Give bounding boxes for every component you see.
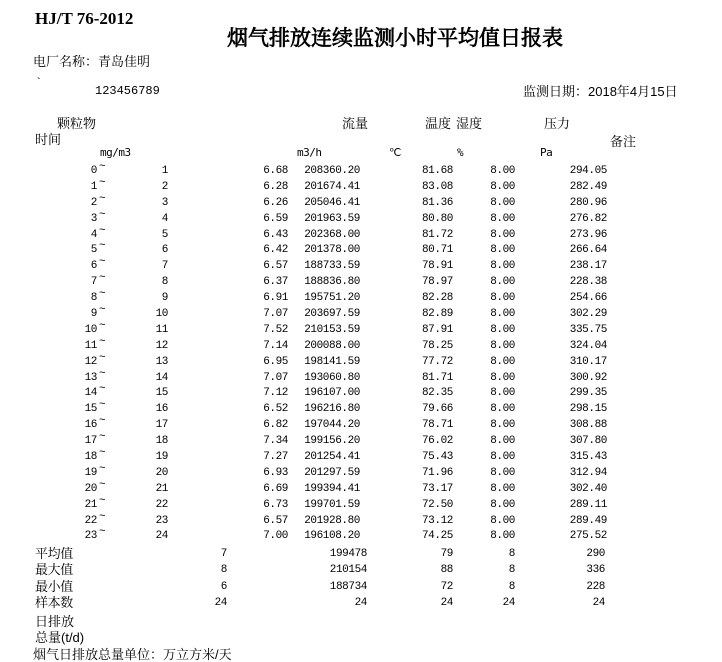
hour-end: 18 [155, 435, 168, 448]
flow-value: 208360.20 [304, 165, 360, 177]
flow-value: 195751.20 [304, 292, 360, 305]
dust-value: 6.82 [263, 419, 288, 432]
summary-dust-value: 24 [214, 597, 227, 610]
pressure-value: 289.11 [569, 498, 607, 511]
humidity-value: 8.00 [490, 339, 515, 352]
summary-pressure-value: 290 [586, 548, 605, 560]
hour-start: 9 [90, 308, 97, 321]
hour-start: 2 [90, 196, 97, 209]
tilde-separator: ~ [99, 304, 106, 317]
column-header-time: 时间 [35, 132, 62, 147]
humidity-value: 8.00 [490, 514, 515, 527]
hour-start: 13 [84, 371, 97, 384]
humidity-value: 8.00 [490, 435, 515, 448]
tick-mark: ` [35, 76, 42, 90]
plant-code: 123456789 [95, 84, 160, 98]
pressure-value: 335.75 [569, 323, 607, 336]
summary-dust-value: 7 [220, 548, 227, 560]
column-header-temperature: 温度 [425, 116, 452, 131]
dust-value: 6.57 [263, 514, 288, 527]
summary-dust-value: 8 [220, 564, 227, 577]
tilde-separator: ~ [99, 383, 106, 396]
temperature-value: 82.89 [421, 308, 453, 321]
temperature-value: 78.25 [421, 339, 453, 352]
flow-value: 201297.59 [304, 466, 360, 479]
humidity-value: 8.00 [490, 323, 515, 336]
summary-row [0, 562, 722, 578]
hour-end: 10 [155, 308, 168, 321]
tilde-separator: ~ [99, 224, 106, 237]
humidity-value: 8.00 [490, 212, 515, 225]
temperature-value: 73.17 [421, 482, 453, 495]
humidity-value: 8.00 [490, 482, 515, 495]
temperature-value: 80.80 [421, 212, 453, 225]
pressure-value: 276.82 [569, 212, 607, 225]
summary-rows [0, 546, 722, 612]
hour-end: 19 [155, 451, 168, 464]
humidity-value: 8.00 [490, 498, 515, 511]
dust-value: 7.12 [263, 387, 288, 400]
temperature-value: 76.02 [421, 435, 453, 448]
dust-value: 7.07 [263, 371, 288, 384]
dust-value: 6.57 [263, 260, 288, 273]
hour-start: 18 [84, 451, 97, 464]
pressure-value: 324.04 [569, 339, 607, 352]
summary-dust-value: 6 [220, 580, 227, 593]
tilde-separator: ~ [99, 335, 106, 348]
temperature-value: 71.96 [421, 466, 453, 479]
pressure-value: 228.38 [569, 276, 607, 289]
pressure-value: 302.29 [569, 308, 607, 321]
tilde-separator: ~ [99, 478, 106, 491]
column-header-humidity: 湿度 [456, 116, 483, 131]
tilde-separator: ~ [99, 288, 106, 301]
summary-humidity-value: 8 [508, 548, 515, 560]
hour-end: 7 [161, 260, 168, 273]
hour-end: 23 [155, 514, 168, 527]
temperature-value: 87.91 [421, 323, 453, 336]
unit-flow: m3/h [297, 146, 322, 159]
hour-start: 22 [84, 514, 97, 527]
humidity-value: 8.00 [490, 308, 515, 321]
hour-start: 6 [90, 260, 97, 273]
humidity-value: 8.00 [490, 451, 515, 464]
summary-label: 平均值 [35, 546, 73, 561]
flow-value: 201674.41 [304, 180, 360, 193]
hour-end: 20 [155, 466, 168, 479]
temperature-value: 82.35 [421, 387, 453, 400]
flow-value: 210153.59 [304, 323, 360, 336]
hour-start: 11 [84, 339, 97, 352]
humidity-value: 8.00 [490, 276, 515, 289]
unit-dust: mg/m3 [100, 146, 131, 159]
temperature-value: 83.08 [421, 180, 453, 193]
summary-humidity-value: 24 [502, 597, 515, 610]
dust-value: 7.14 [263, 339, 288, 352]
dust-value: 6.68 [263, 165, 288, 177]
flow-value: 201928.80 [304, 514, 360, 527]
hour-start: 23 [84, 530, 97, 543]
pressure-value: 312.94 [569, 466, 607, 479]
flow-value: 200088.00 [304, 339, 360, 352]
hour-start: 4 [90, 228, 97, 241]
flow-value: 199394.41 [304, 482, 360, 495]
pressure-value: 307.80 [569, 435, 607, 448]
hour-end: 9 [161, 292, 168, 305]
tilde-separator: ~ [99, 447, 106, 460]
tilde-separator: ~ [99, 351, 106, 364]
flow-value: 202368.00 [304, 228, 360, 241]
hour-end: 24 [155, 530, 168, 543]
dust-value: 6.28 [263, 180, 288, 193]
dust-value: 6.26 [263, 196, 288, 209]
flow-value: 199156.20 [304, 435, 360, 448]
pressure-value: 289.49 [569, 514, 607, 527]
hour-start: 16 [84, 419, 97, 432]
flow-value: 201254.41 [304, 451, 360, 464]
temperature-value: 81.36 [421, 196, 453, 209]
hour-start: 17 [84, 435, 97, 448]
temperature-value: 81.68 [421, 165, 453, 177]
hour-end: 17 [155, 419, 168, 432]
humidity-value: 8.00 [490, 292, 515, 305]
hour-end: 2 [161, 180, 168, 193]
humidity-value: 8.00 [490, 260, 515, 273]
tilde-separator: ~ [99, 176, 106, 189]
flow-value: 196216.80 [304, 403, 360, 416]
plant-name-line: 电厂名称：青岛佳明 [33, 54, 151, 69]
temperature-value: 78.91 [421, 260, 453, 273]
tilde-separator: ~ [99, 399, 106, 412]
flow-value: 196108.20 [304, 530, 360, 543]
pressure-value: 254.66 [569, 292, 607, 305]
dust-value: 7.27 [263, 451, 288, 464]
hour-end: 1 [161, 165, 168, 177]
column-header-pressure: 压力 [544, 116, 571, 131]
summary-row [0, 579, 722, 595]
flow-value: 198141.59 [304, 355, 360, 368]
summary-label: 最大值 [35, 562, 73, 578]
pressure-value: 273.96 [569, 228, 607, 241]
pressure-value: 300.92 [569, 371, 607, 384]
pressure-value: 294.05 [569, 165, 607, 177]
flow-value: 196107.00 [304, 387, 360, 400]
flow-value: 203697.59 [304, 308, 360, 321]
tilde-separator: ~ [99, 431, 106, 444]
flow-value: 188836.80 [304, 276, 360, 289]
hour-end: 4 [161, 212, 168, 225]
hour-end: 13 [155, 355, 168, 368]
summary-temperature-value: 72 [440, 580, 453, 593]
hour-end: 14 [155, 371, 168, 384]
hour-end: 6 [161, 244, 168, 257]
footer-note: 烟气日排放总量单位：万立方米/天 [33, 647, 232, 662]
dust-value: 7.00 [263, 530, 288, 543]
hour-start: 8 [90, 292, 97, 305]
unit-temperature: ℃ [389, 146, 401, 159]
hour-end: 3 [161, 196, 168, 209]
flow-value: 197044.20 [304, 419, 360, 432]
flow-value: 193060.80 [304, 371, 360, 384]
tilde-separator: ~ [99, 415, 106, 428]
pressure-value: 238.17 [569, 260, 607, 273]
hour-start: 12 [84, 355, 97, 368]
humidity-value: 8.00 [490, 228, 515, 241]
hour-end: 22 [155, 498, 168, 511]
humidity-value: 8.00 [490, 403, 515, 416]
humidity-value: 8.00 [490, 530, 515, 543]
hour-start: 7 [90, 276, 97, 289]
dust-value: 6.43 [263, 228, 288, 241]
humidity-value: 8.00 [490, 180, 515, 193]
humidity-value: 8.00 [490, 355, 515, 368]
table-row [0, 526, 722, 545]
humidity-value: 8.00 [490, 244, 515, 257]
tilde-separator: ~ [99, 510, 106, 523]
dust-value: 6.37 [263, 276, 288, 289]
temperature-value: 74.25 [421, 530, 453, 543]
daily-emission-label: 日排放 [35, 614, 75, 629]
summary-pressure-value: 336 [586, 564, 605, 577]
summary-humidity-value: 8 [508, 564, 515, 577]
column-header-remark: 备注 [610, 134, 637, 149]
hour-start: 0 [90, 165, 97, 177]
dust-value: 6.93 [263, 466, 288, 479]
flow-value: 201378.00 [304, 244, 360, 257]
tilde-separator: ~ [99, 240, 106, 253]
temperature-value: 77.72 [421, 355, 453, 368]
temperature-value: 81.72 [421, 228, 453, 241]
pressure-value: 280.96 [569, 196, 607, 209]
summary-pressure-value: 228 [586, 580, 605, 593]
dust-value: 6.59 [263, 212, 288, 225]
pressure-value: 310.17 [569, 355, 607, 368]
summary-row [0, 546, 722, 562]
tilde-separator: ~ [99, 272, 106, 285]
summary-flow-value: 24 [354, 597, 367, 610]
temperature-value: 72.50 [421, 498, 453, 511]
hour-start: 20 [84, 482, 97, 495]
pressure-value: 282.49 [569, 180, 607, 193]
dust-value: 7.34 [263, 435, 288, 448]
tilde-separator: ~ [99, 367, 106, 380]
summary-pressure-value: 24 [592, 597, 605, 610]
column-header-flow: 流量 [342, 116, 369, 131]
hour-start: 21 [84, 498, 97, 511]
column-header-dust: 颗粒物 [57, 116, 97, 131]
flow-value: 188733.59 [304, 260, 360, 273]
hour-start: 10 [84, 323, 97, 336]
temperature-value: 78.97 [421, 276, 453, 289]
standard-number: HJ/T 76-2012 [35, 9, 134, 28]
summary-row [0, 595, 722, 611]
pressure-value: 302.40 [569, 482, 607, 495]
temperature-value: 75.43 [421, 451, 453, 464]
hour-end: 8 [161, 276, 168, 289]
unit-humidity: % [457, 146, 464, 159]
tilde-separator: ~ [99, 256, 106, 269]
tilde-separator: ~ [99, 462, 106, 475]
pressure-value: 275.52 [569, 530, 607, 543]
humidity-value: 8.00 [490, 419, 515, 432]
tilde-separator: ~ [99, 208, 106, 221]
total-label: 总量(t/d) [35, 630, 85, 645]
temperature-value: 78.71 [421, 419, 453, 432]
temperature-value: 80.71 [421, 244, 453, 257]
summary-temperature-value: 88 [440, 564, 453, 577]
tilde-separator: ~ [99, 192, 106, 205]
hour-end: 11 [155, 323, 168, 336]
summary-temperature-value: 24 [440, 597, 453, 610]
hour-start: 14 [84, 387, 97, 400]
flow-value: 199701.59 [304, 498, 360, 511]
dust-value: 7.52 [263, 323, 288, 336]
humidity-value: 8.00 [490, 371, 515, 384]
summary-temperature-value: 79 [440, 548, 453, 560]
temperature-value: 79.66 [421, 403, 453, 416]
summary-label: 最小值 [35, 578, 73, 594]
humidity-value: 8.00 [490, 196, 515, 209]
dust-value: 6.52 [263, 403, 288, 416]
humidity-value: 8.00 [490, 165, 515, 177]
summary-humidity-value: 8 [508, 580, 515, 593]
dust-value: 6.69 [263, 482, 288, 495]
summary-flow-value: 210154 [329, 564, 367, 577]
data-rows [0, 161, 722, 545]
humidity-value: 8.00 [490, 466, 515, 479]
dust-value: 6.95 [263, 355, 288, 368]
flow-value: 201963.59 [304, 212, 360, 225]
dust-value: 6.91 [263, 292, 288, 305]
hour-start: 1 [90, 180, 97, 193]
pressure-value: 315.43 [569, 451, 607, 464]
pressure-value: 308.88 [569, 419, 607, 432]
tilde-separator: ~ [99, 494, 106, 507]
page-title: 烟气排放连续监测小时平均值日报表 [227, 27, 563, 50]
hour-start: 15 [84, 403, 97, 416]
hour-end: 16 [155, 403, 168, 416]
tilde-separator: ~ [99, 526, 106, 539]
summary-label: 样本数 [35, 595, 73, 611]
temperature-value: 81.71 [421, 371, 453, 384]
pressure-value: 266.64 [569, 244, 607, 257]
hour-start: 5 [90, 244, 97, 257]
hour-end: 21 [155, 482, 168, 495]
summary-flow-value: 188734 [329, 580, 367, 593]
hour-end: 15 [155, 387, 168, 400]
flow-value: 205046.41 [304, 196, 360, 209]
monitor-date-line: 监测日期：2018年4月15日 [523, 84, 678, 99]
pressure-value: 299.35 [569, 387, 607, 400]
hour-start: 3 [90, 212, 97, 225]
tilde-separator: ~ [99, 319, 106, 332]
dust-value: 7.07 [263, 308, 288, 321]
hour-start: 19 [84, 466, 97, 479]
temperature-value: 82.28 [421, 292, 453, 305]
summary-flow-value: 199478 [329, 548, 367, 560]
dust-value: 6.73 [263, 498, 288, 511]
tilde-separator: ~ [99, 161, 106, 173]
humidity-value: 8.00 [490, 387, 515, 400]
temperature-value: 73.12 [421, 514, 453, 527]
unit-pressure: Pa [540, 146, 553, 159]
hour-end: 5 [161, 228, 168, 241]
dust-value: 6.42 [263, 244, 288, 257]
hour-end: 12 [155, 339, 168, 352]
pressure-value: 298.15 [569, 403, 607, 416]
